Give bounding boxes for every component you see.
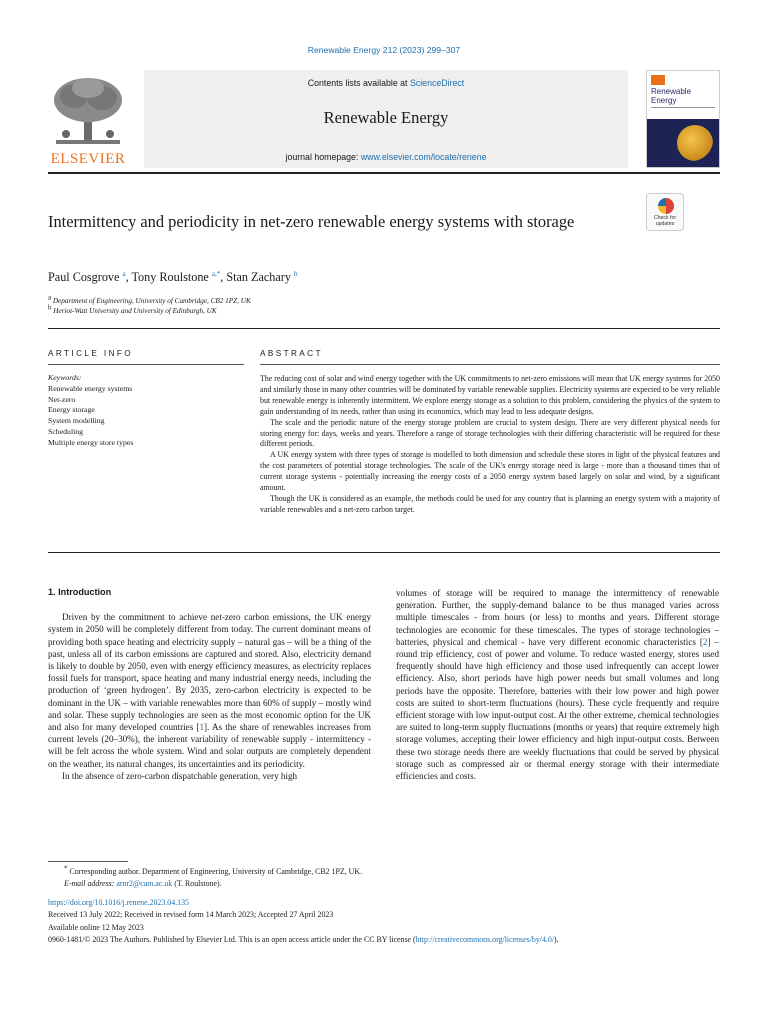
keyword-item: Scheduling: [48, 426, 84, 436]
contents-line: [144, 78, 628, 88]
keyword-item: Net-zero: [48, 394, 76, 404]
check-for-updates-button[interactable]: [646, 193, 684, 231]
homepage-line: [144, 152, 628, 162]
keyword-item: System modelling: [48, 416, 105, 426]
body-text: ] – round trip efficiency, cost of power and volume. To reduce wasted energy, stores used frequently should have high efficiency and those used infrequently can accept lower efficiency. Also, short periods have high power needs but small volumes and long periods have the opposite. Therefore, batteries with their low power and high power costs are suited to short-term fluctuations (hours). These cycle frequently and require efficient storage with low input-output cost. At the other extreme, chemical technologies are suited to long-term supply fluctuations (months or years) that require extremely high storage volumes, accepting their lower efficiency and high input-output costs. Between these two storage needs there are weekly fluctuations that could be served by physical storage such as compressed air or thermal energy storage with their intermediate efficiencies and costs.: [396, 636, 719, 782]
keyword-item: Renewable energy systems: [48, 383, 133, 393]
article-footer: [48, 897, 728, 947]
body-paragraph: In the absence of zero-carbon dispatchable generation, very high: [62, 770, 298, 781]
email-link[interactable]: arnr2@cam.ac.uk: [116, 879, 173, 888]
keyword-item: Energy storage: [48, 405, 95, 415]
footnote-mark: *: [64, 864, 68, 873]
body-column-right: [396, 587, 719, 782]
abstract-end-rule: [48, 552, 720, 553]
email-label: E-mail address:: [64, 879, 115, 888]
cover-logo-icon: [651, 75, 665, 85]
keywords-label: Keywords:: [48, 373, 82, 382]
article-title: Intermittency and periodicity in net-zero renewable energy systems with storage: [48, 212, 575, 231]
keyword-item: Multiple energy store types: [48, 437, 134, 447]
doi-link[interactable]: https://doi.org/10.1016/j.renene.2023.04.135: [48, 898, 189, 907]
citation-link[interactable]: 2: [702, 636, 708, 647]
received-dates: Received 13 July 2022; Received in revised form 14 March 2023; Accepted 27 April 2023: [48, 910, 334, 920]
journal-cover[interactable]: [646, 70, 720, 168]
abstract-body: [260, 374, 720, 516]
abstract-paragraph: Though the UK is considered as an example, the methods could be used for any country that is planning an energy system with a majority of variable renewables and a net-zero carbon target.: [260, 493, 720, 514]
homepage-link[interactable]: www.elsevier.com/locate/renene: [360, 152, 487, 162]
body-column-left: [48, 586, 371, 782]
body-paragraph: [48, 611, 371, 770]
section-heading-introduction: 1. Introduction: [48, 587, 112, 597]
abstract-paragraph: A UK energy system with three types of storage is modelled to both dimension and schedule these stores in light of the physical features and the cost parameters of potential storage technologies. The scale of the UK's energy storage need is large - more than a thousand times that of current storage systems - potentially increasing the energy costs of a 2050 energy system based largely on solar and wind, by a significant amount.: [260, 450, 720, 493]
publisher-wordmark: ELSEVIER: [50, 151, 126, 167]
author-affiliation-mark[interactable]: a,*: [211, 269, 221, 278]
available-date: Available online 12 May 2023: [48, 922, 144, 932]
section-rule: [48, 328, 720, 329]
header-rule: [48, 172, 720, 174]
keywords-block: [48, 373, 244, 449]
footnote-rule: [48, 861, 128, 862]
cover-divider: [651, 107, 715, 111]
license-link[interactable]: http://creativecommons.org/licenses/by/4.0/: [415, 935, 555, 945]
affiliation-mark: a: [48, 293, 52, 302]
journal-header: [48, 70, 720, 168]
citation-link[interactable]: 1: [199, 722, 204, 733]
license-prefix: 0960-1481/© 2023 The Authors. Published by Elsevier Ltd. This is an open access article under the CC BY license (: [48, 935, 416, 945]
affiliation-item: [48, 293, 708, 306]
author-list: Paul Cosgrove $^a$, Tony Roulstone $^{a,*}$, Stan Zachary $^b$: [48, 269, 298, 284]
article-info-rule: [48, 364, 244, 365]
author-affiliation-mark[interactable]: a: [122, 269, 126, 278]
author-affiliation-mark[interactable]: b: [294, 269, 298, 278]
affiliation-item: [48, 303, 708, 316]
elsevier-logo: [48, 76, 128, 168]
cover-title: Renewable Energy: [651, 87, 692, 105]
journal-banner: [144, 70, 628, 168]
contents-prefix: Contents lists available at: [307, 78, 410, 88]
body-text: ]. As the share of renewables increases from current levels (20–30%), the inherent variability of renewable supply - intermittency - will be felt across the whole system. Wind and solar outputs are completely dependent on the weather, its natural changes, its uncertainties and its periodicity.: [48, 722, 371, 769]
abstract-paragraph: The reducing cost of solar and wind energy together with the UK commitments to net-zero emissions will mean that UK energy systems for 2050 and similarly those in many other countries will be dominated by variable renewable supplies. Electricity systems are expected to be very reliable but renewable energy is inherently intermittent. We explore energy storage as a solution to this problem, considering the physics of the system to gain understanding of its needs, rather than using its economics, which may lead to less adequate designs.: [260, 374, 720, 416]
body-text: volumes of storage will be required to manage the intermittency of renewable generation. Further, the supply-demand balance to be thus managed varies across multiple timescales - from hours (or less) to months and years. Different storage technologies are economic for these timescales. The types of storage technologies – batteries, physical and chemical - have very different economic characteristics [: [396, 588, 719, 647]
abstract-heading: ABSTRACT: [260, 349, 323, 358]
body-paragraph: [396, 587, 719, 782]
check-updates-label: Check for updates: [653, 215, 677, 227]
corresponding-author-note: [48, 866, 720, 878]
email-line: [48, 878, 720, 890]
author-name[interactable]: Tony Roulstone: [131, 270, 209, 284]
affiliation-mark: b: [48, 303, 52, 312]
elsevier-tree-icon: [48, 76, 128, 150]
abstract-paragraph: The scale and the periodic nature of the energy storage problem are crucial to system design. There are very different physical needs for storing energy for: days, weeks and years. Therefore a range of storage technologies with their differing characteristic will be required for these different periods.: [260, 417, 720, 449]
author-name[interactable]: Paul Cosgrove: [48, 270, 120, 284]
license-suffix: ).: [554, 935, 559, 945]
affiliations: [48, 293, 708, 316]
affiliation-text: Department of Engineering, University of Cambridge, CB2 1PZ, UK: [52, 297, 251, 305]
check-updates-icon: [658, 198, 674, 214]
footnote: [48, 866, 720, 890]
cover-sun-icon: [677, 125, 713, 161]
corresponding-text: Corresponding author. Department of Engineering, University of Cambridge, CB2 1PZ, UK.: [69, 867, 363, 876]
email-suffix: (T. Roulstone).: [172, 879, 222, 888]
abstract-rule: [260, 364, 720, 365]
journal-name: Renewable Energy: [323, 108, 449, 127]
journal-reference[interactable]: Renewable Energy 212 (2023) 299–307: [307, 45, 461, 55]
sciencedirect-link[interactable]: ScienceDirect: [409, 78, 465, 88]
license-line: [48, 934, 728, 946]
affiliation-text: Heriot-Watt University and University of Edinburgh, UK: [53, 307, 217, 315]
body-text: Driven by the commitment to achieve net-zero carbon emissions, the UK energy system in 2050 will be completely different from today. The current dominant means of providing both space heating and electricity supply – natural gas – will be a thing of the past, unless all of its carbon emissions are captured and stored. Also, electricity demand is likely to double by 2050, even with energy efficiency measures, as electricity replaces fossil fuels for transport, space heating and many industrial energy needs, including the production of ‘green hydrogen’. By 2035, zero-carbon electricity is expected to be dominant in the UK – with variable renewables more than 60% of supply – mostly wind and solar. These supply technologies are seen as the most economic option for the UK and also for many developed countries [: [48, 612, 371, 733]
article-info-heading: ARTICLE INFO: [48, 349, 134, 358]
cover-image: [647, 119, 719, 167]
author-name[interactable]: Stan Zachary: [226, 270, 291, 284]
homepage-prefix: journal homepage:: [285, 152, 361, 162]
